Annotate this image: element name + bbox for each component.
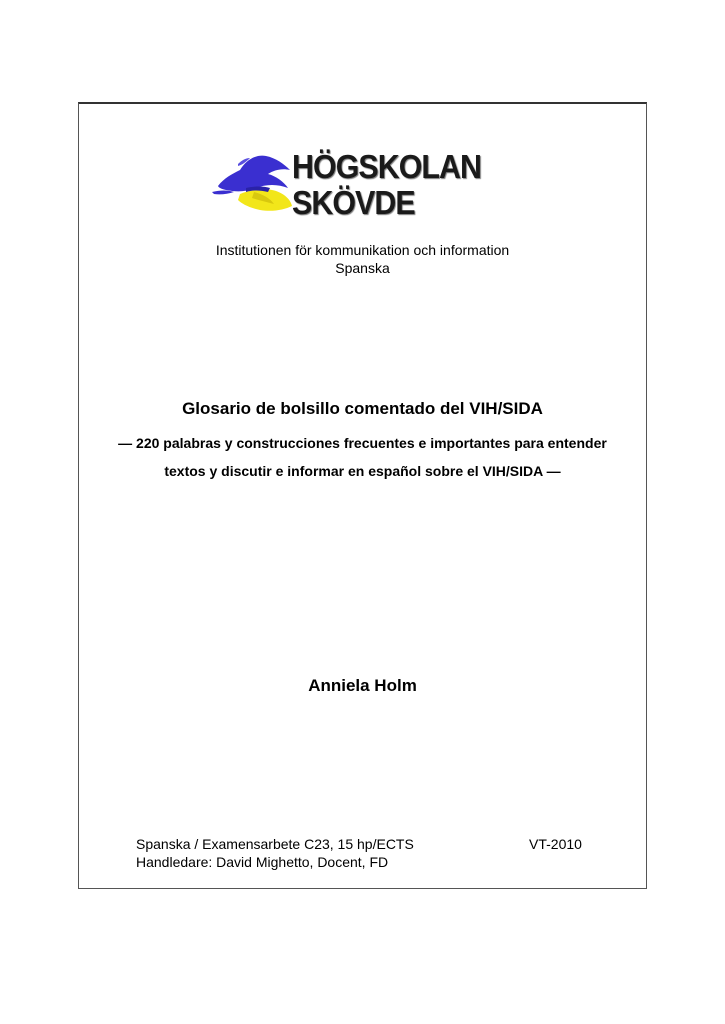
course-info: Spanska / Examensarbete C23, 15 hp/ECTS (136, 836, 414, 852)
logo-emblem-icon (210, 148, 300, 220)
institution-block (78, 241, 647, 277)
subtitle-line1: — 220 palabras y construcciones frecuentes e importantes para entender (118, 435, 607, 451)
document-title: Glosario de bolsillo comentado del VIH/SIDA (182, 399, 543, 418)
subject-name: Spanska (335, 260, 390, 276)
footer-details (136, 835, 414, 871)
document-subtitle (78, 429, 647, 485)
university-logo (210, 148, 510, 220)
department-name: Institutionen för kommunikation och information (215, 242, 510, 258)
subtitle-line2: textos y discutir e informar en español sobre el VIH/SIDA — (164, 463, 561, 479)
term-label: VT-2010 (529, 836, 582, 852)
supervisor-info: Handledare: David Mighetto, Docent, FD (136, 854, 389, 870)
logo-text-line2: SKÖVDE (292, 184, 415, 221)
author-name: Anniela Holm (308, 676, 417, 695)
logo-text-line1: HÖGSKOLAN (292, 148, 482, 185)
